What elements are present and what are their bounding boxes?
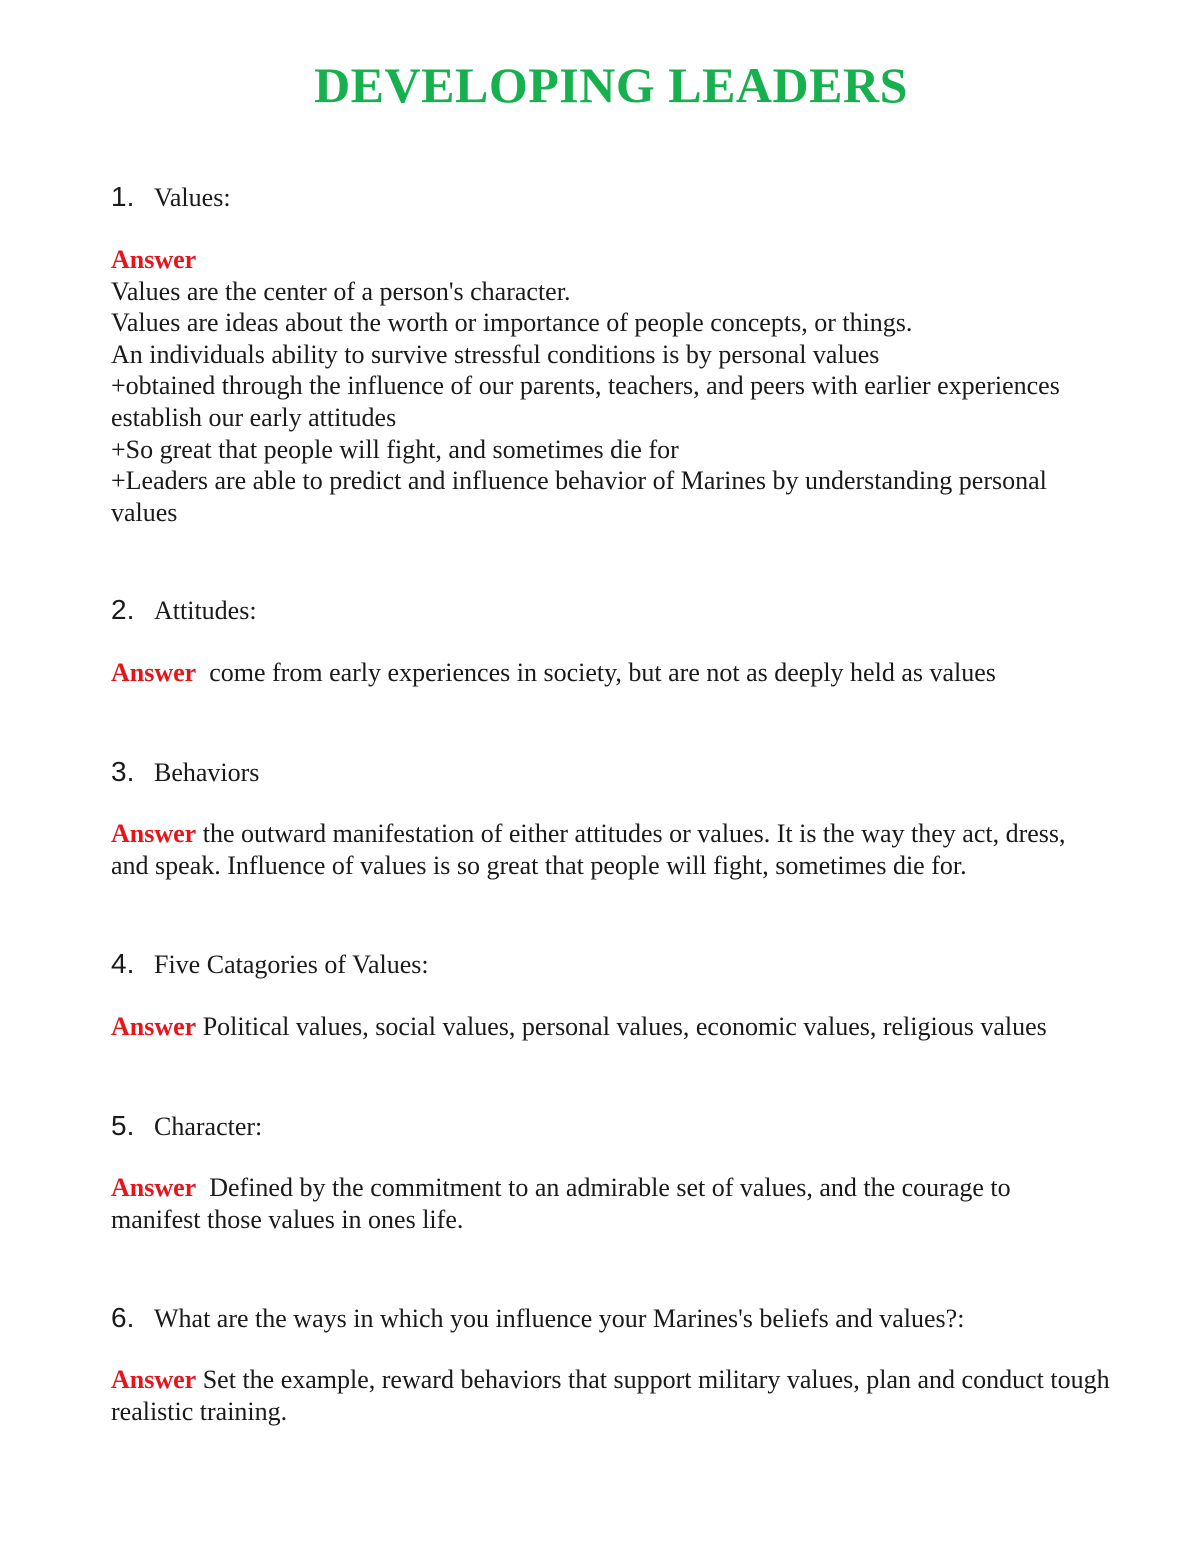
answer-text: Set the example, reward behaviors that support military values, plan and conduct tough realistic training. xyxy=(111,1365,1110,1426)
question-3 xyxy=(111,756,259,788)
question-number: 5. xyxy=(111,1110,135,1141)
answer-label: Answer xyxy=(111,819,197,848)
answer-text: Political values, social values, personal values, economic values, religious values xyxy=(202,1012,1047,1041)
answer-label: Answer xyxy=(111,1173,197,1202)
question-1 xyxy=(111,181,231,213)
answer-text: the outward manifestation of either attitudes or values. It is the way they act, dress, and speak. Influence of values is so great that people will fight, sometimes die for. xyxy=(111,819,1066,880)
question-4 xyxy=(111,948,429,980)
answer-2 xyxy=(111,657,1111,689)
page-title: DEVELOPING LEADERS xyxy=(314,57,908,113)
question-6 xyxy=(111,1302,964,1334)
answer-5 xyxy=(111,1172,1071,1235)
question-number: 2. xyxy=(111,594,135,625)
answer-line: +obtained through the influence of our parents, teachers, and peers with earlier experiences establish our early attitudes xyxy=(111,371,1060,432)
answer-text: come from early experiences in society, but are not as deeply held as values xyxy=(209,658,996,687)
question-5 xyxy=(111,1110,262,1142)
answer-label: Answer xyxy=(111,1012,197,1041)
question-text: Attitudes: xyxy=(154,596,257,625)
answer-line: An individuals ability to survive stressful conditions is by personal values xyxy=(111,339,880,369)
answer-label: Answer xyxy=(111,1365,197,1394)
question-text: Behaviors xyxy=(154,758,260,787)
question-number: 1. xyxy=(111,181,135,212)
question-number: 6. xyxy=(111,1302,135,1333)
answer-3 xyxy=(111,818,1101,881)
answer-label: Answer xyxy=(111,658,197,687)
answer-1 xyxy=(111,244,1111,528)
question-text: Five Catagories of Values: xyxy=(154,950,429,979)
question-text: Values: xyxy=(154,183,231,212)
question-number: 3. xyxy=(111,756,135,787)
answer-line: Values are ideas about the worth or importance of people concepts, or things. xyxy=(111,308,913,338)
question-text: Character: xyxy=(154,1112,263,1141)
question-text: What are the ways in which you influence your Marines's beliefs and values?: xyxy=(154,1304,965,1333)
answer-line: +So great that people will fight, and sometimes die for xyxy=(111,434,679,464)
answer-label: Answer xyxy=(111,245,197,274)
answer-line: +Leaders are able to predict and influence behavior of Marines by understanding personal values xyxy=(111,466,1047,527)
answer-6 xyxy=(111,1364,1111,1427)
answer-text: Defined by the commitment to an admirable set of values, and the courage to manifest those values in ones life. xyxy=(111,1173,1011,1234)
question-number: 4. xyxy=(111,948,135,979)
question-2 xyxy=(111,594,257,626)
answer-4 xyxy=(111,1011,1171,1043)
answer-line: Values are the center of a person's character. xyxy=(111,276,571,306)
